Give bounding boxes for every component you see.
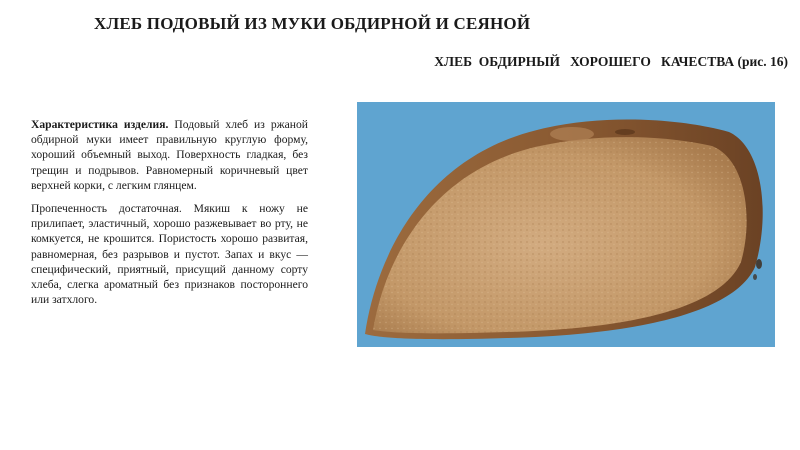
crust-bubble xyxy=(550,127,594,141)
bread-illustration xyxy=(357,102,775,347)
description-paragraph-1 xyxy=(31,117,308,193)
page-title: ХЛЕБ ПОДОВЫЙ ИЗ МУКИ ОБДИРНОЙ И СЕЯНОЙ xyxy=(94,14,531,33)
description-heading: Характеристика изделия. xyxy=(31,118,169,131)
product-description xyxy=(31,117,308,315)
page-subtitle: ХЛЕБ ОБДИРНЫЙ ХОРОШЕГО КАЧЕСТВА (рис. 16) xyxy=(434,54,788,69)
description-text-1: Подовый хлеб из ржаной обдирной муки имеет правильную круглую форму, хороший объемный выход. Поверхность гладкая, без трещин и подрывов. Равномерный коричневый цвет верхней корки, с легким глянцем. xyxy=(31,118,308,192)
description-paragraph-2: Пропеченность достаточная. Мякиш к ножу не прилипает, эластичный, хорошо разжевывает во рту, не комкуется, не крошится. Пористость хорошо развитая, равномерная, без разрывов и пустот. Запах и вкус — специфический, приятный, присущий данному сорту хлеба, слегка ароматный без признаков постороннего или затхлого. xyxy=(31,202,308,307)
bread-photo xyxy=(357,102,775,347)
